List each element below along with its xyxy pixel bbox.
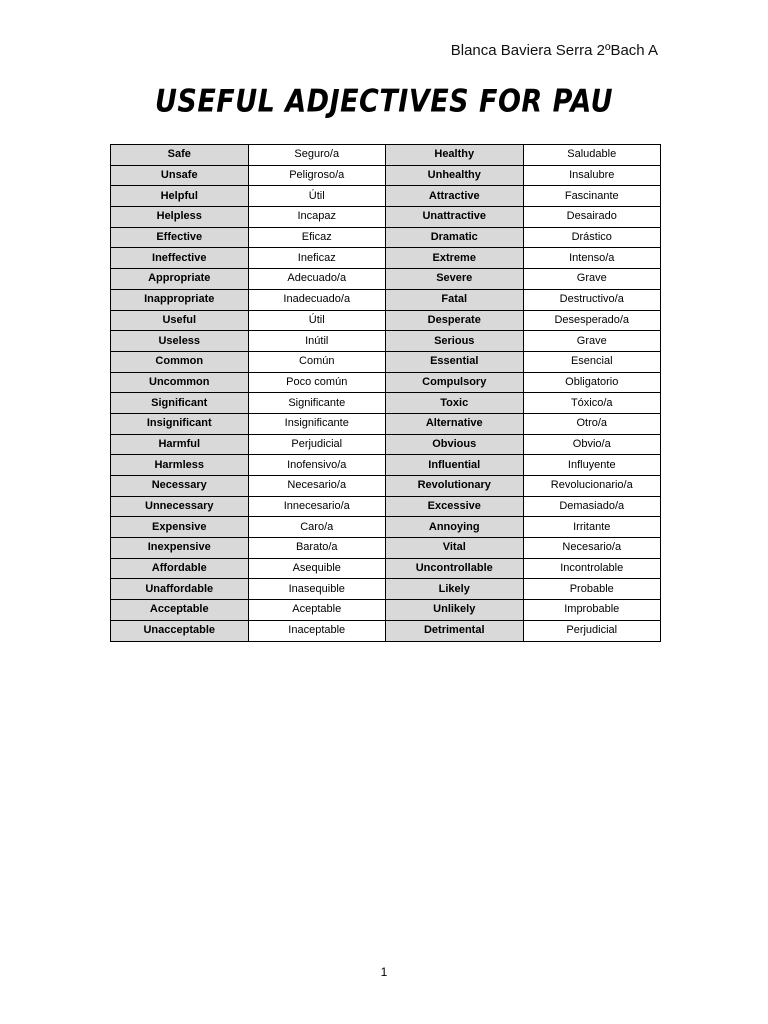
table-row bbox=[111, 620, 661, 641]
adjectives-table bbox=[110, 144, 661, 642]
spanish-translation-cell: Inaceptable bbox=[248, 620, 386, 641]
english-adjective-cell: Helpful bbox=[111, 186, 249, 207]
table-row bbox=[111, 145, 661, 166]
table-row bbox=[111, 227, 661, 248]
spanish-translation-cell: Drástico bbox=[523, 227, 661, 248]
spanish-translation-cell: Perjudicial bbox=[248, 434, 386, 455]
table-row bbox=[111, 351, 661, 372]
spanish-translation-cell: Inofensivo/a bbox=[248, 455, 386, 476]
table-row bbox=[111, 186, 661, 207]
english-adjective-cell: Compulsory bbox=[386, 372, 524, 393]
english-adjective-cell: Serious bbox=[386, 331, 524, 352]
english-adjective-cell: Significant bbox=[111, 393, 249, 414]
english-adjective-cell: Expensive bbox=[111, 517, 249, 538]
english-adjective-cell: Common bbox=[111, 351, 249, 372]
english-adjective-cell: Desperate bbox=[386, 310, 524, 331]
spanish-translation-cell: Grave bbox=[523, 331, 661, 352]
spanish-translation-cell: Ineficaz bbox=[248, 248, 386, 269]
table-row bbox=[111, 476, 661, 497]
spanish-translation-cell: Inasequible bbox=[248, 579, 386, 600]
english-adjective-cell: Obvious bbox=[386, 434, 524, 455]
english-adjective-cell: Uncommon bbox=[111, 372, 249, 393]
english-adjective-cell: Unacceptable bbox=[111, 620, 249, 641]
english-adjective-cell: Unaffordable bbox=[111, 579, 249, 600]
table-row bbox=[111, 207, 661, 228]
spanish-translation-cell: Influyente bbox=[523, 455, 661, 476]
spanish-translation-cell: Improbable bbox=[523, 600, 661, 621]
spanish-translation-cell: Seguro/a bbox=[248, 145, 386, 166]
table-row bbox=[111, 331, 661, 352]
spanish-translation-cell: Insalubre bbox=[523, 165, 661, 186]
spanish-translation-cell: Necesario/a bbox=[248, 476, 386, 497]
spanish-translation-cell: Irritante bbox=[523, 517, 661, 538]
english-adjective-cell: Extreme bbox=[386, 248, 524, 269]
english-adjective-cell: Helpless bbox=[111, 207, 249, 228]
spanish-translation-cell: Demasiado/a bbox=[523, 496, 661, 517]
spanish-translation-cell: Intenso/a bbox=[523, 248, 661, 269]
english-adjective-cell: Insignificant bbox=[111, 413, 249, 434]
english-adjective-cell: Appropriate bbox=[111, 269, 249, 290]
english-adjective-cell: Dramatic bbox=[386, 227, 524, 248]
english-adjective-cell: Safe bbox=[111, 145, 249, 166]
english-adjective-cell: Inappropriate bbox=[111, 289, 249, 310]
spanish-translation-cell: Destructivo/a bbox=[523, 289, 661, 310]
spanish-translation-cell: Peligroso/a bbox=[248, 165, 386, 186]
spanish-translation-cell: Otro/a bbox=[523, 413, 661, 434]
english-adjective-cell: Unnecessary bbox=[111, 496, 249, 517]
english-adjective-cell: Excessive bbox=[386, 496, 524, 517]
english-adjective-cell: Useful bbox=[111, 310, 249, 331]
spanish-translation-cell: Aceptable bbox=[248, 600, 386, 621]
spanish-translation-cell: Eficaz bbox=[248, 227, 386, 248]
table-row bbox=[111, 496, 661, 517]
english-adjective-cell: Detrimental bbox=[386, 620, 524, 641]
spanish-translation-cell: Caro/a bbox=[248, 517, 386, 538]
table-row bbox=[111, 413, 661, 434]
table-row bbox=[111, 558, 661, 579]
english-adjective-cell: Harmful bbox=[111, 434, 249, 455]
english-adjective-cell: Affordable bbox=[111, 558, 249, 579]
spanish-translation-cell: Saludable bbox=[523, 145, 661, 166]
author-header: Blanca Baviera Serra 2ºBach A bbox=[450, 42, 658, 59]
english-adjective-cell: Fatal bbox=[386, 289, 524, 310]
table-row bbox=[111, 600, 661, 621]
spanish-translation-cell: Insignificante bbox=[248, 413, 386, 434]
spanish-translation-cell: Común bbox=[248, 351, 386, 372]
english-adjective-cell: Effective bbox=[111, 227, 249, 248]
spanish-translation-cell: Asequible bbox=[248, 558, 386, 579]
table-row bbox=[111, 517, 661, 538]
english-adjective-cell: Uncontrollable bbox=[386, 558, 524, 579]
spanish-translation-cell: Adecuado/a bbox=[248, 269, 386, 290]
table-row bbox=[111, 165, 661, 186]
english-adjective-cell: Useless bbox=[111, 331, 249, 352]
english-adjective-cell: Unhealthy bbox=[386, 165, 524, 186]
spanish-translation-cell: Incapaz bbox=[248, 207, 386, 228]
english-adjective-cell: Necessary bbox=[111, 476, 249, 497]
english-adjective-cell: Harmless bbox=[111, 455, 249, 476]
table-row bbox=[111, 372, 661, 393]
table-row bbox=[111, 455, 661, 476]
spanish-translation-cell: Inadecuado/a bbox=[248, 289, 386, 310]
table-row bbox=[111, 579, 661, 600]
spanish-translation-cell: Tóxico/a bbox=[523, 393, 661, 414]
spanish-translation-cell: Grave bbox=[523, 269, 661, 290]
spanish-translation-cell: Desairado bbox=[523, 207, 661, 228]
english-adjective-cell: Inexpensive bbox=[111, 538, 249, 559]
spanish-translation-cell: Obligatorio bbox=[523, 372, 661, 393]
page-number: 1 bbox=[380, 965, 388, 979]
spanish-translation-cell: Inútil bbox=[248, 331, 386, 352]
english-adjective-cell: Unsafe bbox=[111, 165, 249, 186]
english-adjective-cell: Annoying bbox=[386, 517, 524, 538]
table-row bbox=[111, 269, 661, 290]
english-adjective-cell: Acceptable bbox=[111, 600, 249, 621]
spanish-translation-cell: Desesperado/a bbox=[523, 310, 661, 331]
english-adjective-cell: Toxic bbox=[386, 393, 524, 414]
table-row bbox=[111, 393, 661, 414]
spanish-translation-cell: Perjudicial bbox=[523, 620, 661, 641]
english-adjective-cell: Influential bbox=[386, 455, 524, 476]
english-adjective-cell: Essential bbox=[386, 351, 524, 372]
table-row bbox=[111, 310, 661, 331]
table-body bbox=[111, 145, 661, 642]
spanish-translation-cell: Innecesario/a bbox=[248, 496, 386, 517]
spanish-translation-cell: Revolucionario/a bbox=[523, 476, 661, 497]
spanish-translation-cell: Esencial bbox=[523, 351, 661, 372]
table-row bbox=[111, 538, 661, 559]
spanish-translation-cell: Significante bbox=[248, 393, 386, 414]
english-adjective-cell: Likely bbox=[386, 579, 524, 600]
spanish-translation-cell: Incontrolable bbox=[523, 558, 661, 579]
english-adjective-cell: Alternative bbox=[386, 413, 524, 434]
english-adjective-cell: Vital bbox=[386, 538, 524, 559]
spanish-translation-cell: Necesario/a bbox=[523, 538, 661, 559]
english-adjective-cell: Severe bbox=[386, 269, 524, 290]
english-adjective-cell: Revolutionary bbox=[386, 476, 524, 497]
english-adjective-cell: Unattractive bbox=[386, 207, 524, 228]
spanish-translation-cell: Obvio/a bbox=[523, 434, 661, 455]
table-row bbox=[111, 248, 661, 269]
spanish-translation-cell: Probable bbox=[523, 579, 661, 600]
table-row bbox=[111, 289, 661, 310]
english-adjective-cell: Healthy bbox=[386, 145, 524, 166]
spanish-translation-cell: Útil bbox=[248, 310, 386, 331]
spanish-translation-cell: Útil bbox=[248, 186, 386, 207]
english-adjective-cell: Ineffective bbox=[111, 248, 249, 269]
spanish-translation-cell: Barato/a bbox=[248, 538, 386, 559]
english-adjective-cell: Attractive bbox=[386, 186, 524, 207]
english-adjective-cell: Unlikely bbox=[386, 600, 524, 621]
table-row bbox=[111, 434, 661, 455]
page-title: USEFUL ADJECTIVES FOR PAU bbox=[154, 83, 614, 120]
spanish-translation-cell: Poco común bbox=[248, 372, 386, 393]
spanish-translation-cell: Fascinante bbox=[523, 186, 661, 207]
